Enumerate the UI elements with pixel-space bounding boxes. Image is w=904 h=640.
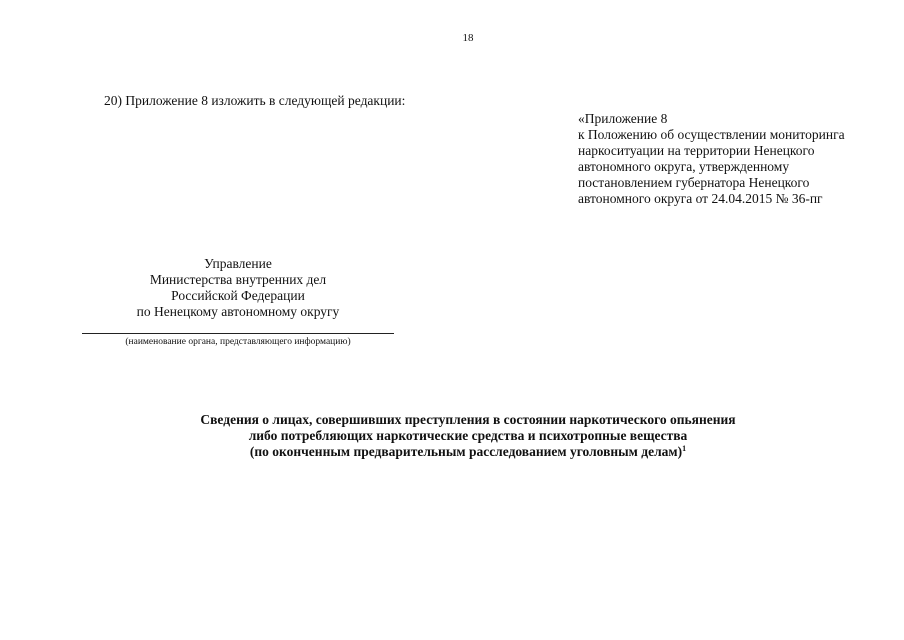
document-title-line: либо потребляющих наркотические средства и психотропные вещества bbox=[248, 428, 688, 443]
document-title-line: Сведения о лицах, совершивших преступления в состоянии наркотического опьянения bbox=[200, 412, 736, 427]
document-title-line bbox=[0, 444, 904, 460]
document-title bbox=[0, 412, 904, 460]
organization-caption: (наименование органа, представляющего информацию) bbox=[125, 337, 351, 347]
footnote-mark: 1 bbox=[682, 444, 687, 453]
organization-name-line: по Ненецкому автономному округу bbox=[136, 304, 340, 319]
organization-underline bbox=[82, 333, 394, 334]
document-title-line-text: (по оконченным предварительным расследованием уголовным делам) bbox=[249, 444, 683, 459]
page-number: 18 bbox=[462, 32, 474, 44]
appendix-header-line: к Положению об осуществлении мониторинга bbox=[578, 127, 845, 142]
appendix-header bbox=[578, 111, 845, 207]
organization-name-line: Управление bbox=[204, 256, 272, 271]
appendix-header-line: наркоситуации на территории Ненецкого bbox=[578, 143, 815, 158]
appendix-header-line: «Приложение 8 bbox=[578, 111, 668, 126]
appendix-header-line: автономного округа, утвержденному bbox=[578, 159, 790, 174]
organization-name-line: Министерства внутренних дел bbox=[149, 272, 327, 287]
appendix-header-line: постановлением губернатора Ненецкого bbox=[578, 175, 810, 190]
amendment-item: 20) Приложение 8 изложить в следующей редакции: bbox=[104, 93, 406, 108]
organization-name-line: Российской Федерации bbox=[171, 288, 305, 303]
organization-name bbox=[82, 256, 394, 320]
appendix-header-line: автономного округа от 24.04.2015 № 36-пг bbox=[578, 191, 823, 206]
